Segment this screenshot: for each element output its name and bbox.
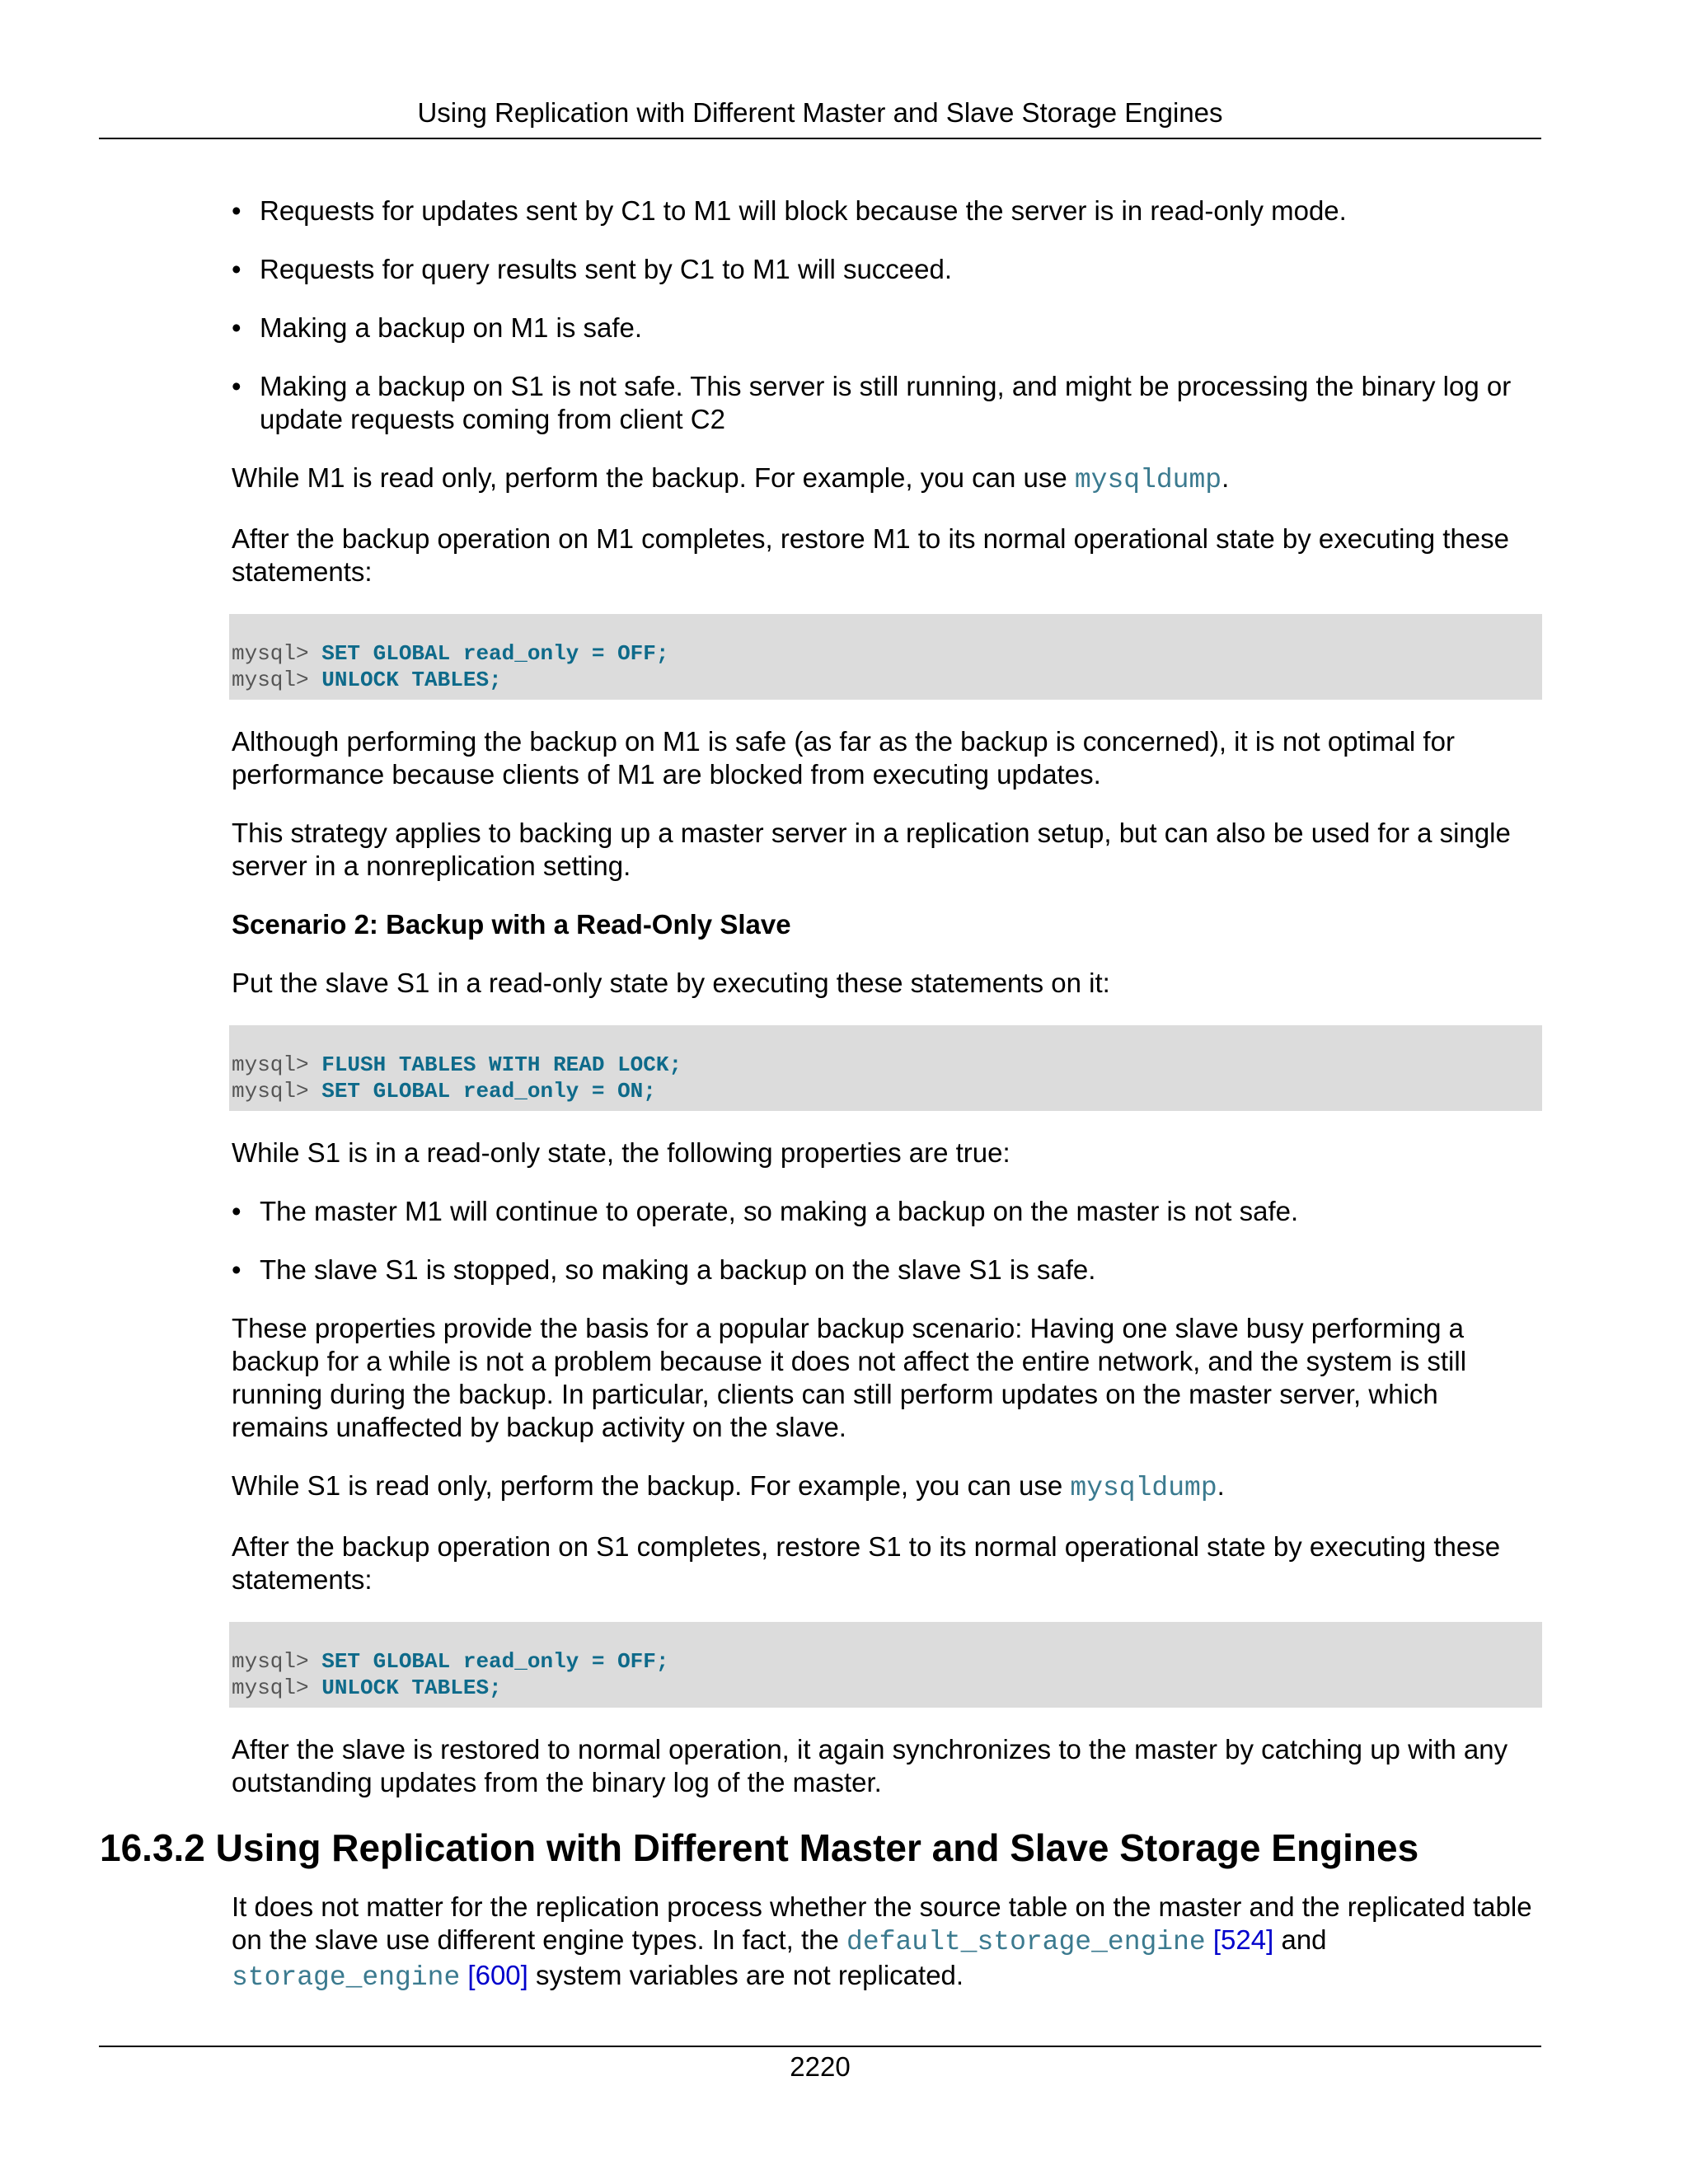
- bullet-icon: •: [232, 1196, 241, 1226]
- footer-rule: [99, 2046, 1541, 2047]
- code-command: SET GLOBAL read_only = OFF;: [321, 641, 669, 666]
- code-prompt: mysql>: [232, 641, 322, 666]
- paragraph-s1-restore: After the backup operation on S1 completes, restore S1 to its normal operational state by executing these statements:: [232, 1531, 1501, 1595]
- list-item: [232, 1254, 1542, 1286]
- list-item: [232, 253, 1542, 286]
- running-header: Using Replication with Different Master and Slave Storage Engines: [417, 97, 1223, 128]
- paragraph-text: and: [1273, 1924, 1327, 1955]
- paragraph-m1-safe: Although performing the backup on M1 is safe (as far as the backup is concerned), it is not optimal for performance because clients of M1 are blocked from executing updates.: [232, 726, 1455, 790]
- paragraph-properties: These properties provide the basis for a popular backup scenario: Having one slave busy performing a backup for a while is not a problem because it does not affect the entire network, and the system is still running during the backup. In particular, clients can still perform updates on the master server, which remains unaffected by backup activity on the slave.: [232, 1313, 1467, 1442]
- code-block-lock-s1: [229, 1025, 1542, 1111]
- section-heading: 16.3.2 Using Replication with Different Master and Slave Storage Engines: [100, 1826, 1419, 1869]
- code-prompt: mysql>: [232, 1675, 322, 1700]
- list-item: [232, 370, 1542, 436]
- bullet-icon: •: [232, 371, 241, 401]
- bullet-icon: •: [232, 254, 241, 284]
- paragraph-while-s1: While S1 is in a read-only state, the following properties are true:: [232, 1137, 1010, 1168]
- code-prompt: mysql>: [232, 1079, 322, 1104]
- bullet-list-s1: [232, 1195, 1542, 1286]
- list-item-text: Requests for query results sent by C1 to M1 will succeed.: [260, 254, 953, 284]
- list-item: [232, 1195, 1542, 1228]
- bullet-icon: •: [232, 1254, 241, 1285]
- paragraph-text: It does not matter for the replication process whether the source table on the master and the replicated table on the slave use different engine types. In fact, the: [232, 1891, 1532, 1955]
- paragraph-after-slave: After the slave is restored to normal operation, it again synchronizes to the master by catching up with any outstanding updates from the binary log of the master.: [232, 1734, 1508, 1797]
- mysqldump-link[interactable]: mysqldump: [1074, 465, 1222, 495]
- code-command: UNLOCK TABLES;: [321, 668, 502, 692]
- reference-link[interactable]: [600]: [460, 1960, 528, 1990]
- paragraph-text: While S1 is read only, perform the backup. For example, you can use: [232, 1470, 1071, 1501]
- mysqldump-link[interactable]: mysqldump: [1070, 1473, 1217, 1503]
- code-prompt: mysql>: [232, 668, 322, 692]
- list-item-text: Requests for updates sent by C1 to M1 will block because the server is in read-only mode.: [260, 195, 1347, 226]
- paragraph-engines: [232, 1891, 1542, 1994]
- code-command: FLUSH TABLES WITH READ LOCK;: [321, 1052, 682, 1077]
- paragraph-put-slave: Put the slave S1 in a read-only state by executing these statements on it:: [232, 968, 1110, 998]
- list-item: [232, 312, 1542, 344]
- code-prompt: mysql>: [232, 1649, 322, 1674]
- list-item-text: The slave S1 is stopped, so making a backup on the slave S1 is safe.: [260, 1254, 1096, 1285]
- storage-engine-link[interactable]: storage_engine: [232, 1962, 461, 1993]
- bullet-icon: •: [232, 195, 241, 226]
- paragraph-m1-restore: After the backup operation on M1 completes, restore M1 to its normal operational state by executing these statements:: [232, 523, 1510, 587]
- paragraph-text: system variables are not replicated.: [528, 1960, 964, 1990]
- code-command: UNLOCK TABLES;: [321, 1675, 502, 1700]
- page-number: 2220: [790, 2051, 851, 2082]
- paragraph-text: .: [1217, 1470, 1225, 1501]
- code-prompt: mysql>: [232, 1052, 322, 1077]
- code-block-restore-m1: [229, 614, 1542, 700]
- list-item: [232, 194, 1542, 227]
- page-content: [100, 194, 1542, 2020]
- paragraph-s1-backup: [232, 1469, 1542, 1505]
- paragraph-strategy: This strategy applies to backing up a master server in a replication setup, but can also be used for a single server in a nonreplication setting.: [232, 818, 1511, 881]
- list-item-text: Making a backup on M1 is safe.: [260, 312, 643, 343]
- bullet-list-m1: [232, 194, 1542, 436]
- default-storage-engine-link[interactable]: default_storage_engine: [846, 1927, 1206, 1957]
- list-item-text: The master M1 will continue to operate, so making a backup on the master is not safe.: [260, 1196, 1299, 1226]
- reference-link[interactable]: [524]: [1205, 1924, 1274, 1955]
- paragraph-text: .: [1221, 462, 1230, 493]
- code-block-restore-s1: [229, 1622, 1542, 1708]
- bullet-icon: •: [232, 312, 241, 343]
- scenario-2-heading: Scenario 2: Backup with a Read-Only Slave: [232, 909, 791, 940]
- code-command: SET GLOBAL read_only = ON;: [321, 1079, 656, 1104]
- list-item-text: Making a backup on S1 is not safe. This server is still running, and might be processing the binary log or update requests coming from client C2: [260, 371, 1512, 434]
- code-command: SET GLOBAL read_only = OFF;: [321, 1649, 669, 1674]
- header-rule: [99, 138, 1541, 139]
- paragraph-text: While M1 is read only, perform the backup. For example, you can use: [232, 462, 1075, 493]
- paragraph-m1-backup: [232, 462, 1542, 497]
